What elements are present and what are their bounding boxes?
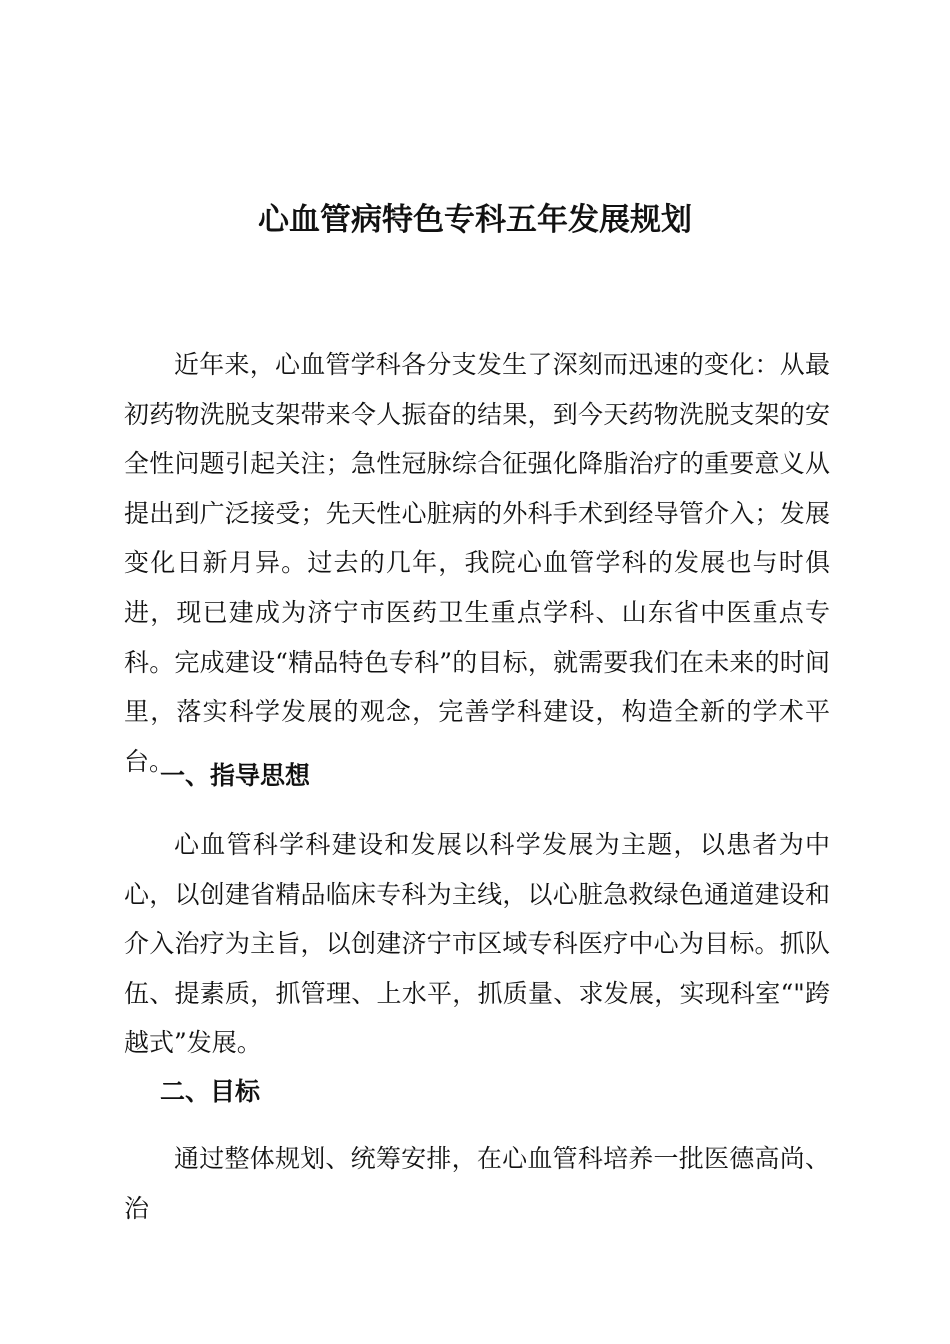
intro-paragraph: 近年来，心血管学科各分支发生了深刻而迅速的变化：从最初药物洗脱支架带来令人振奋的结果，到今天药物洗脱支架的安全性问题引起关注；急性冠脉综合征强化降脂治疗的重要意义从提出到广泛接受；先天性心脏病的外科手术到经导管介入；发展变化日新月异。过去的几年，我院心血管学科的发展也与时俱进，现已建成为济宁市医药卫生重点学科、山东省中医重点专科。完成建设“精品特色专科”的目标，就需要我们在未来的时间里，落实科学发展的观念，完善学科建设，构造全新的学术平台。: [124, 350, 830, 776]
section-heading-goal: 二、目标: [160, 1077, 261, 1106]
goal-paragraph: 通过整体规划、统筹安排，在心血管科培养一批医德高尚、治: [124, 1144, 830, 1223]
guiding-thought-paragraph: 心血管科学科建设和发展以科学发展为主题，以患者为中心，以创建省精品临床专科为主线，以心脏急救绿色通道建设和介入治疗为主旨，以创建济宁市区域专科医疗中心为目标。抓队伍、提素质，抓管理、上水平，抓质量、求发展，实现科室“"跨越式”发展。: [124, 830, 830, 1058]
section-heading-guiding-thought: 一、指导思想: [160, 761, 311, 790]
document-title: 心血管病特色专科五年发展规划: [258, 202, 692, 238]
